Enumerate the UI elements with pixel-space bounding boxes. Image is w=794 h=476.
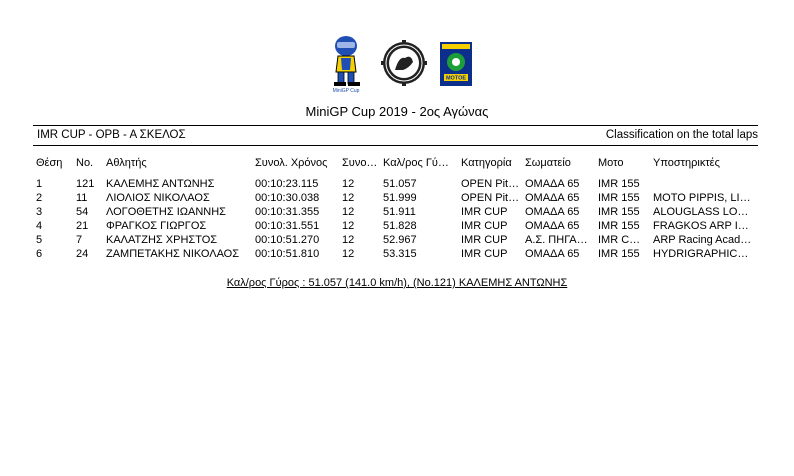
best-lap-summary-text: Καλ/ρος Γύρος : 51.057 (141.0 km/h), (No.121) ΚΑΛΕΜΗΣ ΑΝΤΩΝΗΣ (226, 277, 568, 289)
cell-position: 5 (36, 234, 43, 246)
cell-number: 24 (76, 248, 89, 260)
cell-position: 3 (36, 206, 43, 218)
header-moto: Μοτο (598, 157, 624, 169)
cell-supporters: ARP Racing Acad… (653, 234, 752, 246)
cell-number: 21 (76, 220, 89, 232)
cell-position: 4 (36, 220, 43, 232)
cell-total-time: 00:10:23.115 (255, 178, 319, 190)
cell-number: 54 (76, 206, 89, 218)
cell-total-laps: 12 (342, 206, 355, 218)
cell-position: 2 (36, 192, 43, 204)
divider-mid (33, 145, 758, 146)
cell-total-laps: 12 (342, 178, 355, 190)
cell-best-lap: 53.315 (383, 248, 417, 260)
cell-total-laps: 12 (342, 192, 355, 204)
cell-number: 121 (76, 178, 95, 190)
cell-supporters: HYDRIGRAPHIC… (653, 248, 749, 260)
cell-total-laps: 12 (342, 234, 355, 246)
cell-total-time: 00:10:30.038 (255, 192, 320, 204)
cell-category: IMR CUP (461, 234, 508, 246)
minigp-logo-caption: MiniGP Cup (332, 88, 360, 94)
cell-athlete: ΚΑΛΕΜΗΣ ΑΝΤΩΝΗΣ (106, 178, 215, 190)
cell-athlete: ΛΙΟΛΙΟΣ ΝΙΚΟΛΑΟΣ (106, 192, 210, 204)
divider-top (33, 125, 758, 126)
cell-total-laps: 12 (342, 220, 355, 232)
header-best-lap: Καλ/ρος Γύ… (383, 157, 449, 169)
cell-club: Α.Σ. ΠΗΓΑ… (525, 234, 588, 246)
cell-category: IMR CUP (461, 206, 508, 218)
header-number: No. (76, 157, 94, 169)
header-athlete: Αθλητής (106, 157, 147, 169)
logo-strip (0, 34, 794, 94)
cell-position: 6 (36, 248, 43, 260)
cell-athlete: ΚΑΛΑΤΖΗΣ ΧΡΗΣΤΟΣ (106, 234, 218, 246)
cell-position: 1 (36, 178, 43, 190)
cell-total-time: 00:10:31.551 (255, 220, 320, 232)
cell-category: IMR CUP (461, 248, 508, 260)
cell-supporters: MOTO PIPPIS, LI… (653, 192, 751, 204)
cell-supporters: FRAGKOS ARP I… (653, 220, 749, 232)
cell-best-lap: 51.999 (383, 192, 417, 204)
event-title: MiniGP Cup 2019 - 2ος Αγώνας (305, 104, 489, 119)
cell-moto: IMR 155 (598, 178, 640, 190)
cell-supporters: ALOUGLASS LO… (653, 206, 749, 218)
cell-best-lap: 52.967 (383, 234, 417, 246)
cell-total-laps: 12 (342, 248, 355, 260)
cell-category: OPEN Pit… (461, 178, 520, 190)
cell-best-lap: 51.057 (383, 178, 417, 190)
cell-club: ΟΜΑΔΑ 65 (525, 220, 580, 232)
cell-club: ΟΜΑΔΑ 65 (525, 248, 580, 260)
header-position: Θέση (36, 157, 63, 169)
cell-number: 7 (76, 234, 83, 246)
cell-total-time: 00:10:51.810 (255, 248, 320, 260)
motoe-logo-caption: MOTOE (445, 75, 467, 82)
race-name: IMR CUP - ΟΡΒ - Α ΣΚΕΛΟΣ (37, 129, 186, 141)
cell-category: IMR CUP (461, 220, 508, 232)
cell-club: ΟΜΑΔΑ 65 (525, 192, 580, 204)
cell-club: ΟΜΑΔΑ 65 (525, 206, 580, 218)
motoe-federation-logo (440, 42, 472, 86)
cell-moto: IMR CU… (598, 234, 648, 246)
cell-moto: IMR 155 (598, 248, 640, 260)
header-category: Κατηγορία (461, 157, 512, 169)
classification-note: Classification on the total laps (605, 129, 758, 141)
header-total-laps: Συνο… (342, 157, 378, 169)
header-total-time: Συνολ. Χρόνος (255, 157, 328, 169)
cell-athlete: ΛΟΓΟΘΕΤΗΣ ΙΩΑΝΝΗΣ (106, 206, 226, 218)
cell-best-lap: 51.828 (383, 220, 417, 232)
cell-number: 11 (76, 192, 88, 204)
cell-club: ΟΜΑΔΑ 65 (525, 178, 580, 190)
cell-athlete: ΖΑΜΠΕΤΑΚΗΣ ΝΙΚΟΛΑΟΣ (106, 248, 240, 260)
cell-best-lap: 51.911 (383, 206, 416, 218)
minigp-cup-mascot-logo (326, 34, 366, 94)
motorcycle-club-gear-logo (381, 40, 427, 86)
cell-athlete: ΦΡΑΓΚΟΣ ΓΙΩΡΓΟΣ (106, 220, 207, 232)
cell-category: OPEN Pit… (461, 192, 520, 204)
cell-moto: IMR 155 (598, 192, 640, 204)
header-club: Σωματείο (525, 157, 571, 169)
best-lap-summary (0, 277, 794, 289)
cell-total-time: 00:10:31.355 (255, 206, 320, 218)
cell-total-time: 00:10:51.270 (255, 234, 320, 246)
cell-moto: IMR 155 (598, 206, 640, 218)
header-supporters: Υποστηρικτές (653, 157, 720, 169)
cell-moto: IMR 155 (598, 220, 640, 232)
